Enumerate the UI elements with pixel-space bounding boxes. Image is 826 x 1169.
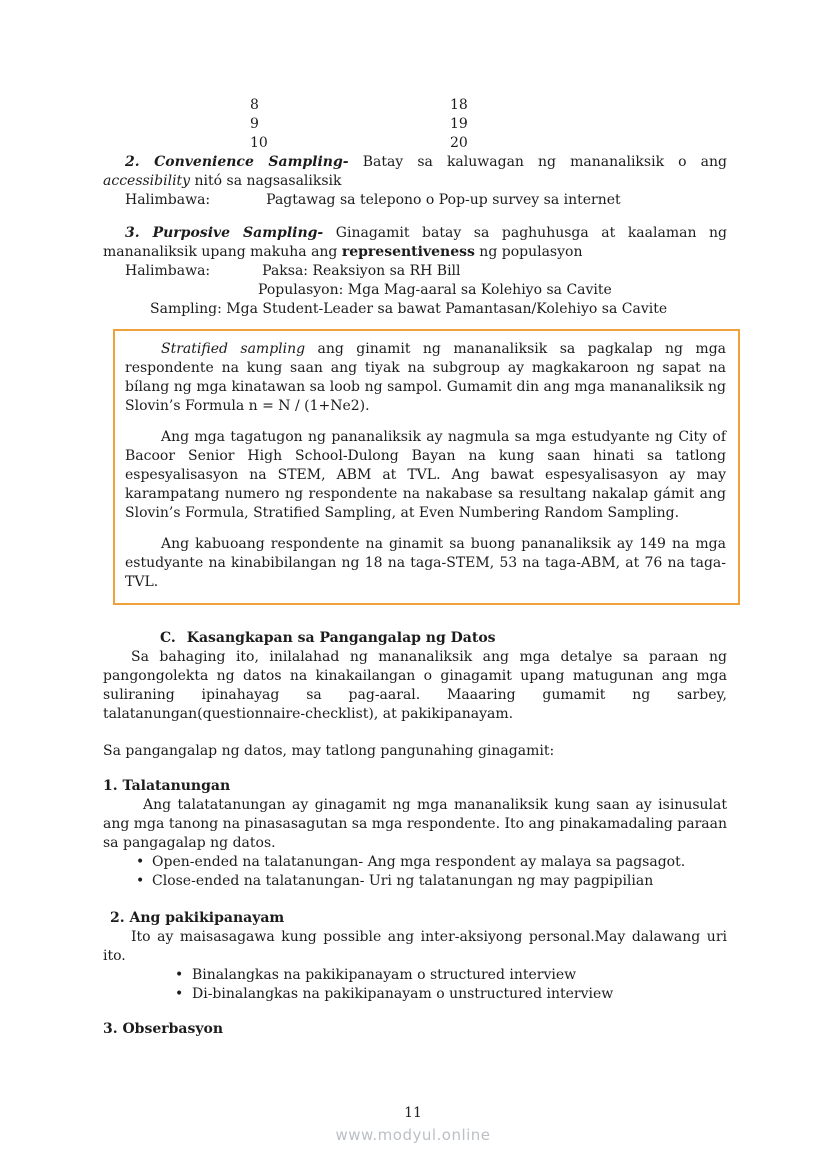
purposive-sampling-heading: 3. Purposive Sampling- bbox=[125, 225, 324, 241]
pakikipanayam-heading: 2. Ang pakikipanayam bbox=[110, 910, 285, 926]
table-cell: 19 bbox=[450, 116, 468, 132]
purposive-halimbawa-line bbox=[103, 262, 727, 281]
table-cell: 9 bbox=[250, 116, 259, 132]
section-c-intro-line: Sa pangangalap ng datos, may tatlong pangunahing ginagamit: bbox=[103, 743, 555, 759]
table-cell: 20 bbox=[450, 135, 468, 151]
body-text: Batay sa kaluwagan ng mananaliksik o ang bbox=[348, 154, 728, 170]
section-c-title: Kasangkapan sa Pangangalap ng Datos bbox=[186, 630, 496, 646]
paksa-text: Paksa: Reaksiyon sa RH Bill bbox=[262, 263, 461, 279]
section-c-heading bbox=[103, 629, 727, 648]
convenience-sampling-heading: 2. Convenience Sampling- bbox=[125, 154, 349, 170]
list-item: • Close-ended na talatanungan- Uri ng talatanungan ng may pagpipilian bbox=[103, 872, 727, 891]
page-number: 11 bbox=[404, 1105, 422, 1121]
note-paragraph-3: Ang kabuoang respondente na ginamit sa buong pananaliksik ay 149 na mga estudyante na kinabibilangan ng 18 na taga-STEM, 53 na taga-ABM, at 76 na taga-TVL. bbox=[125, 536, 726, 590]
representiveness-bold: representiveness bbox=[341, 244, 475, 260]
table-row bbox=[103, 96, 727, 115]
table-cell: 8 bbox=[250, 97, 259, 113]
section-c-paragraph: Sa bahaging ito, inilalahad ng mananaliksik ang mga detalye sa paraan ng pangongolekta ng datos na kinakailangan o ginagamit upang matugunan ang mga suliraning ipinahayag sa pag-aaral. Maaaring gumamit ng sarbey, talatanungan(questionnaire-checklist), at pakikipanayam. bbox=[103, 649, 727, 722]
table-row bbox=[103, 115, 727, 134]
convenience-halimbawa-line bbox=[103, 191, 727, 210]
body-text: Ginagamit batay sa paghuhusga at kaalaman ng mananaliksik upang makuha ang bbox=[103, 225, 727, 260]
watermark-text: www.modyul.online bbox=[335, 1126, 491, 1144]
page-footer bbox=[0, 1104, 826, 1145]
obserbasyon-heading: 3. Obserbasyon bbox=[103, 1021, 224, 1037]
numbers-table bbox=[103, 96, 727, 153]
list-item: • Di-binalangkas na pakikipanayam o unstructured interview bbox=[103, 985, 727, 1004]
convenience-sampling-paragraph bbox=[103, 153, 727, 191]
halimbawa-label: Halimbawa: bbox=[125, 192, 211, 208]
table-row bbox=[103, 134, 727, 153]
body-text: ng populasyon bbox=[474, 244, 583, 260]
list-item: • Binalangkas na pakikipanayam o structured interview bbox=[103, 966, 727, 985]
talatanungan-paragraph: Ang talatatanungan ay ginagamit ng mga mananaliksik kung saan ay isinusulat ang mga tanong na pinasasagutan sa mga respondente. Ito ang pinakamadaling paraan sa pangagalap ng datos. bbox=[103, 797, 727, 851]
body-text: ang ginamit ng mananaliksik sa pagkalap ng mga respondente na kung saan ang tiyak na subgroup ay magkakaroon ng sapat na bílang ng mga kinatawan sa loob ng sampol. Gumamit din ang mga mananaliksik ng Slovin’s Formula n = N / (1+Ne2). bbox=[125, 341, 726, 414]
section-c-label: C. bbox=[160, 630, 176, 646]
accessibility-italic: accessibility bbox=[103, 173, 191, 189]
halimbawa-text: Pagtawag sa telepono o Pop-up survey sa internet bbox=[266, 192, 621, 208]
stratified-sampling-note-box bbox=[113, 329, 740, 605]
purposive-sampling-paragraph bbox=[103, 224, 727, 262]
pakikipanayam-bullet-list bbox=[103, 966, 727, 1004]
list-item: • Open-ended na talatanungan- Ang mga respondent ay malaya sa pagsagot. bbox=[103, 853, 727, 872]
body-text: nitó sa nagsasaliksik bbox=[190, 173, 342, 189]
pakikipanayam-paragraph: Ito ay maisasagawa kung possible ang inter-aksiyong personal.May dalawang uri ito. bbox=[103, 929, 727, 964]
populasyon-line: Populasyon: Mga Mag-aaral sa Kolehiyo sa Cavite bbox=[258, 282, 612, 298]
table-cell: 10 bbox=[250, 135, 268, 151]
note-paragraph-2: Ang mga tagatugon ng pananaliksik ay nagmula sa mga estudyante ng City of Bacoor Senior High School-Dulong Bayan na kung saan hinati sa tatlong espesyalisasyon na STEM, ABM at TVL. Ang bawat espesyalisasyon ay may karampatang numero ng respondente na nakabase sa resultang nakalap gámit ang Slovin’s Formula, Stratified Sampling, at Even Numbering Random Sampling. bbox=[125, 429, 726, 521]
stratified-sampling-italic: Stratified sampling bbox=[161, 341, 306, 357]
talatanungan-heading: 1. Talatanungan bbox=[103, 778, 231, 794]
note-paragraph-1 bbox=[125, 340, 726, 416]
table-cell: 18 bbox=[450, 97, 468, 113]
halimbawa-label: Halimbawa: bbox=[125, 263, 211, 279]
sampling-line: Sampling: Mga Student-Leader sa bawat Pamantasan/Kolehiyo sa Cavite bbox=[150, 301, 668, 317]
talatanungan-bullet-list bbox=[103, 853, 727, 891]
